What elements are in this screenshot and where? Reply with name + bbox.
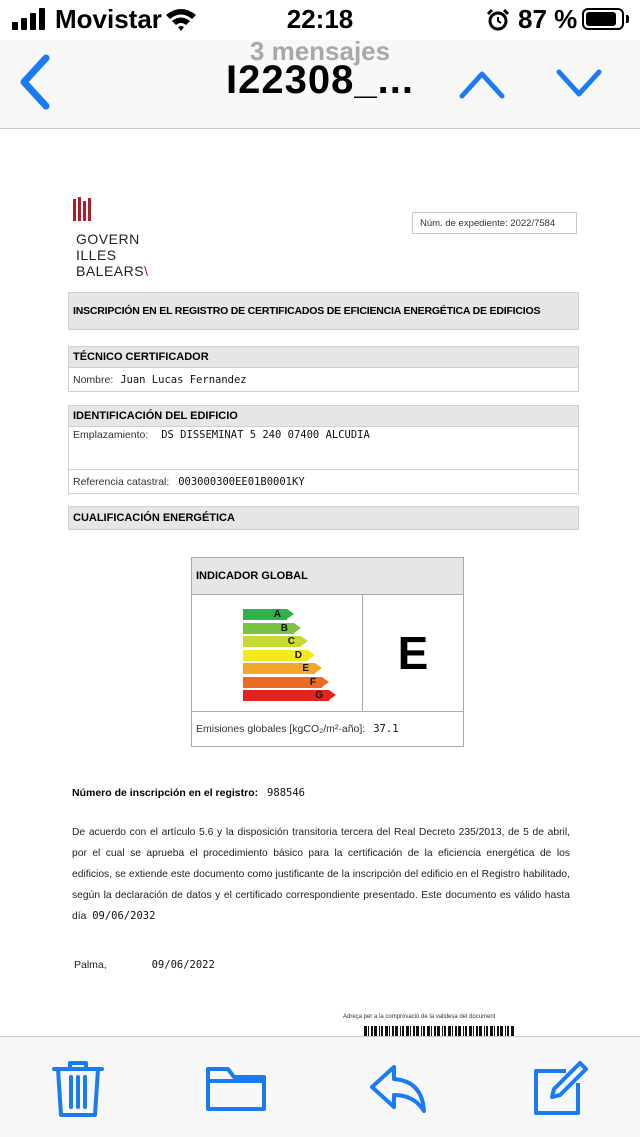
barcode-stripe xyxy=(497,1026,499,1036)
nav-title: I22308_... xyxy=(226,58,414,102)
battery-icon xyxy=(582,8,624,30)
up-chevron-icon[interactable] xyxy=(458,68,506,100)
barcode-stripe xyxy=(444,1026,446,1036)
barcode-stripe xyxy=(473,1026,474,1036)
energy-bar-g: G xyxy=(243,690,329,701)
barcode-stripe xyxy=(486,1026,488,1036)
barcode-stripe xyxy=(395,1026,398,1036)
barcode-stripe xyxy=(368,1026,369,1036)
barcode-stripe xyxy=(385,1026,388,1036)
emplazamiento-row: Emplazamiento: DS DISSEMINAT 5 240 07400 ALCUDIA xyxy=(68,427,579,470)
barcode-stripe xyxy=(423,1026,425,1036)
folder-icon[interactable] xyxy=(204,1057,268,1121)
battery-cap xyxy=(626,15,629,23)
barcode-stripe xyxy=(490,1026,493,1036)
nav-bar xyxy=(0,36,640,129)
place-date-row: Palma, 09/06/2022 xyxy=(74,959,215,971)
barcode-stripe xyxy=(455,1026,457,1036)
document-date: 09/06/2022 xyxy=(151,959,215,971)
barcode-stripe xyxy=(364,1026,367,1036)
inscripcion-row: Número de inscripción en el registro: 988546 xyxy=(72,787,305,799)
govern-logo-icon xyxy=(72,195,94,223)
reply-icon[interactable] xyxy=(366,1057,430,1121)
barcode-stripe xyxy=(400,1026,401,1036)
document-view[interactable] xyxy=(0,129,640,1036)
barcode-stripe xyxy=(413,1026,415,1036)
barcode-stripe xyxy=(381,1026,383,1036)
compose-icon[interactable] xyxy=(528,1057,592,1121)
barcode-stripe xyxy=(458,1026,461,1036)
barcode-stripe xyxy=(465,1026,467,1036)
energy-rating: E xyxy=(397,627,429,679)
battery-percent: 87 % xyxy=(518,4,578,34)
clock: 22:18 xyxy=(286,4,354,34)
indicador-heading: INDICADOR GLOBAL xyxy=(192,558,463,595)
verification-text: Adreça per a la comprovació de la validesa del document xyxy=(343,1014,496,1020)
barcode xyxy=(364,1026,514,1036)
barcode-stripe xyxy=(507,1026,509,1036)
barcode-stripe xyxy=(437,1026,440,1036)
emisiones-value: 37.1 xyxy=(373,723,399,735)
emplazamiento-value: DS DISSEMINAT 5 240 07400 ALCUDIA xyxy=(161,429,370,441)
barcode-stripe xyxy=(479,1026,482,1036)
barcode-stripe xyxy=(448,1026,451,1036)
barcode-stripe xyxy=(505,1026,506,1036)
valid-until: 09/06/2032 xyxy=(92,910,156,922)
referencia-value: 003000300EE01B0001KY xyxy=(178,476,305,488)
bottom-toolbar xyxy=(0,1036,640,1137)
barcode-stripe xyxy=(511,1026,514,1036)
energy-bar-e: E xyxy=(243,663,315,674)
emisiones-row: Emisiones globales [kgCO₂/m²·año]: 37.1 xyxy=(192,711,463,746)
message-count: 3 mensajes xyxy=(249,36,391,66)
down-chevron-icon[interactable] xyxy=(555,68,603,100)
barcode-stripe xyxy=(421,1026,422,1036)
energy-bar-b: B xyxy=(243,623,294,634)
expediente-box: Núm. de expediente: 2022/7584 xyxy=(412,212,577,234)
barcode-stripe xyxy=(374,1026,377,1036)
indicador-global-panel xyxy=(191,557,464,747)
energy-bar-c: C xyxy=(243,636,301,647)
energy-bar-f: F xyxy=(243,677,322,688)
barcode-stripe xyxy=(406,1026,409,1036)
govern-logo-text: GOVERN ILLES BALEARS\ xyxy=(76,231,149,279)
barcode-stripe xyxy=(476,1026,478,1036)
barcode-stripe xyxy=(427,1026,430,1036)
tecnico-nombre-row: Nombre: Juan Lucas Fernandez xyxy=(68,368,579,392)
barcode-stripe xyxy=(442,1026,443,1036)
tecnico-nombre-value: Juan Lucas Fernandez xyxy=(120,374,247,386)
barcode-stripe xyxy=(410,1026,411,1036)
legal-paragraph: De acuerdo con el artículo 5.6 y la disposición transitoria tercera del Real Decreto 235/2013, de 5 de abril, por el cual se aprueba el procedimiento básico para la certificación de la eficiencia energética de los edificios, se extiende este documento como justificante de la inscripción del edificio en el Registro habilitado, según la declaración de datos y el certificado correspondiente presentado. Este documento es válido hasta día 09/06/2032 xyxy=(72,827,570,922)
barcode-stripe xyxy=(452,1026,453,1036)
barcode-stripe xyxy=(379,1026,380,1036)
barcode-stripe xyxy=(402,1026,404,1036)
energy-scale xyxy=(192,595,363,711)
carrier-name: Movistar xyxy=(55,4,162,34)
referencia-row: Referencia catastral: 003000300EE01B0001KY xyxy=(68,470,579,494)
cualificacion-heading: CUALIFICACIÓN ENERGÉTICA xyxy=(68,506,579,530)
trash-icon[interactable] xyxy=(46,1057,110,1121)
alarm-icon xyxy=(486,8,510,32)
barcode-stripe xyxy=(371,1026,373,1036)
barcode-stripe xyxy=(500,1026,503,1036)
barcode-stripe xyxy=(484,1026,485,1036)
edificio-heading: IDENTIFICACIÓN DEL EDIFICIO xyxy=(68,405,579,427)
barcode-stripe xyxy=(494,1026,495,1036)
status-bar xyxy=(0,0,640,40)
main-heading: INSCRIPCIÓN EN EL REGISTRO DE CERTIFICADOS DE EFICIENCIA ENERGÉTICA DE EDIFICIOS xyxy=(68,292,579,330)
energy-bar-d: D xyxy=(243,650,308,661)
energy-bar-a: A xyxy=(243,609,287,620)
tecnico-heading: TÉCNICO CERTIFICADOR xyxy=(68,346,579,368)
barcode-stripe xyxy=(416,1026,419,1036)
barcode-stripe xyxy=(389,1026,390,1036)
barcode-stripe xyxy=(392,1026,394,1036)
barcode-stripe xyxy=(469,1026,472,1036)
barcode-stripe xyxy=(434,1026,436,1036)
barcode-stripe xyxy=(431,1026,432,1036)
barcode-stripe xyxy=(463,1026,464,1036)
inscripcion-value: 988546 xyxy=(267,787,305,799)
